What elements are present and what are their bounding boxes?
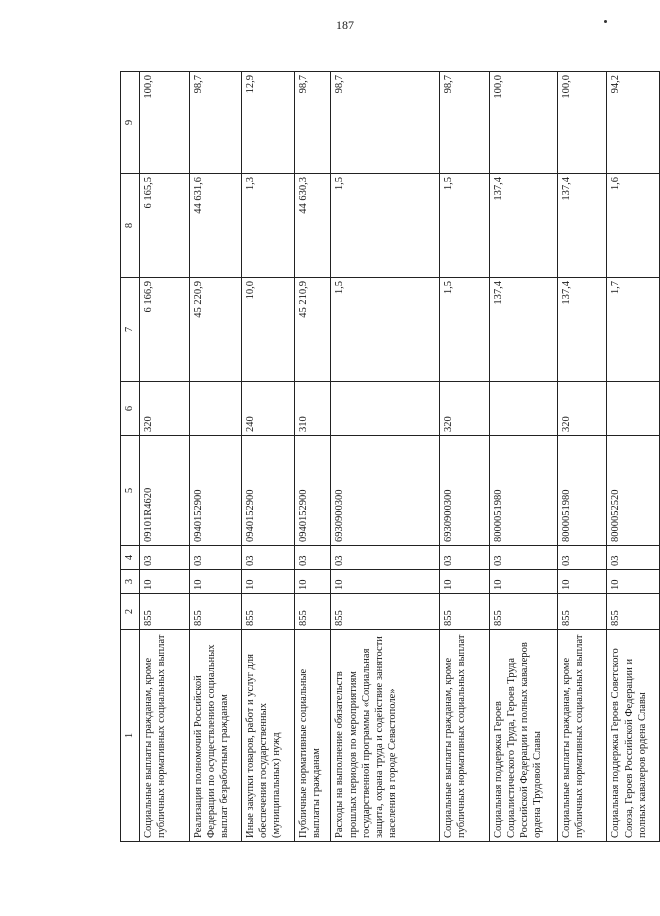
cell-value-8: 1,5 (440, 174, 490, 278)
cell-ministry: 855 (489, 594, 557, 630)
cell-value-9: 100,0 (140, 72, 190, 174)
row-name: Расходы на выполнение обязательств прошлых периодов по мероприятиям государственной программы «Социальная защита, охрана труда и содействие занятости населения в городе Севастополе» (331, 630, 440, 842)
cell-target-code: 0940152900 (242, 436, 294, 546)
header-cell: 8 (121, 174, 140, 278)
cell-subsection: 03 (331, 546, 440, 570)
cell-expense-type: 320 (140, 382, 190, 436)
cell-subsection: 03 (489, 546, 557, 570)
cell-target-code: 6930900300 (440, 436, 490, 546)
cell-value-9: 98,7 (331, 72, 440, 174)
cell-value-7: 137,4 (557, 278, 607, 382)
header-cell: 3 (121, 570, 140, 594)
row-name: Социальные выплаты гражданам, кроме публичных нормативных социальных выплат (140, 630, 190, 842)
cell-expense-type (489, 382, 557, 436)
header-cell: 7 (121, 278, 140, 382)
row-name: Социальная поддержка Героев Советского Союза, Героев Российской Федерации и полных кавалеров ордена Славы (607, 630, 660, 842)
page-number: 187 (336, 18, 354, 32)
cell-section: 10 (242, 570, 294, 594)
header-cell: 9 (121, 72, 140, 174)
cell-ministry: 855 (331, 594, 440, 630)
cell-subsection: 03 (189, 546, 241, 570)
budget-table (120, 71, 660, 842)
cell-value-8: 1,3 (242, 174, 294, 278)
cell-value-9: 100,0 (489, 72, 557, 174)
cell-target-code: 09101R4620 (140, 436, 190, 546)
cell-subsection: 03 (557, 546, 607, 570)
table-row (189, 72, 241, 842)
cell-value-7: 1,5 (331, 278, 440, 382)
cell-value-7: 10,0 (242, 278, 294, 382)
row-name: Иные закупки товаров, работ и услуг для обеспечения государственных (муниципальных) нужд (242, 630, 294, 842)
header-cell: 2 (121, 594, 140, 630)
cell-value-9: 98,7 (440, 72, 490, 174)
cell-value-8: 6 165,5 (140, 174, 190, 278)
cell-section: 10 (607, 570, 660, 594)
cell-value-8: 1,6 (607, 174, 660, 278)
cell-value-8: 44 631,6 (189, 174, 241, 278)
cell-value-8: 137,4 (557, 174, 607, 278)
cell-value-8: 137,4 (489, 174, 557, 278)
table-row (294, 72, 331, 842)
cell-section: 10 (140, 570, 190, 594)
cell-ministry: 855 (140, 594, 190, 630)
row-name: Социальная поддержка Героев Социалистического Труда, Героев Труда Российской Федерации и полных кавалеров ордена Трудовой Славы (489, 630, 557, 842)
cell-ministry: 855 (294, 594, 331, 630)
cell-expense-type: 320 (440, 382, 490, 436)
cell-expense-type: 320 (557, 382, 607, 436)
cell-value-7: 45 210,9 (294, 278, 331, 382)
row-name: Социальные выплаты гражданам, кроме публичных нормативных социальных выплат (440, 630, 490, 842)
cell-section: 10 (189, 570, 241, 594)
cell-subsection: 03 (140, 546, 190, 570)
cell-section: 10 (294, 570, 331, 594)
cell-section: 10 (331, 570, 440, 594)
table-row (242, 72, 294, 842)
cell-expense-type: 240 (242, 382, 294, 436)
cell-section: 10 (489, 570, 557, 594)
cell-value-7: 1,7 (607, 278, 660, 382)
cell-section: 10 (557, 570, 607, 594)
cell-ministry: 855 (440, 594, 490, 630)
cell-target-code: 0940152900 (294, 436, 331, 546)
cell-subsection: 03 (440, 546, 490, 570)
cell-value-9: 98,7 (189, 72, 241, 174)
header-cell: 4 (121, 546, 140, 570)
cell-ministry: 855 (607, 594, 660, 630)
row-name: Публичные нормативные социальные выплаты гражданам (294, 630, 331, 842)
header-cell: 6 (121, 382, 140, 436)
table-row (607, 72, 660, 842)
cell-value-9: 94,2 (607, 72, 660, 174)
cell-target-code: 0940152900 (189, 436, 241, 546)
cell-target-code: 8000051980 (557, 436, 607, 546)
rotated-table-inner (120, 72, 660, 842)
cell-value-9: 98,7 (294, 72, 331, 174)
cell-section: 10 (440, 570, 490, 594)
cell-expense-type (189, 382, 241, 436)
cell-value-7: 1,5 (440, 278, 490, 382)
cell-value-9: 12,9 (242, 72, 294, 174)
header-cell: 5 (121, 436, 140, 546)
cell-value-7: 45 220,9 (189, 278, 241, 382)
cell-subsection: 03 (242, 546, 294, 570)
table-header-row (121, 72, 140, 842)
cell-ministry: 855 (189, 594, 241, 630)
header-cell: 1 (121, 630, 140, 842)
cell-subsection: 03 (294, 546, 331, 570)
table-row (557, 72, 607, 842)
rotated-table-container (120, 72, 660, 842)
table-row (331, 72, 440, 842)
cell-expense-type (331, 382, 440, 436)
cell-ministry: 855 (242, 594, 294, 630)
row-name: Социальные выплаты гражданам, кроме публичных нормативных социальных выплат (557, 630, 607, 842)
cell-expense-type (607, 382, 660, 436)
cell-value-7: 137,4 (489, 278, 557, 382)
cell-subsection: 03 (607, 546, 660, 570)
cell-target-code: 6930900300 (331, 436, 440, 546)
row-name: Реализация полномочий Российской Федерации по осуществлению социальных выплат безработным гражданам (189, 630, 241, 842)
table-row (440, 72, 490, 842)
cell-value-9: 100,0 (557, 72, 607, 174)
cell-value-8: 1,5 (331, 174, 440, 278)
page-dot-mark (604, 20, 607, 23)
table-row (140, 72, 190, 842)
cell-ministry: 855 (557, 594, 607, 630)
table-row (489, 72, 557, 842)
cell-target-code: 8000052520 (607, 436, 660, 546)
cell-target-code: 8000051980 (489, 436, 557, 546)
cell-value-7: 6 166,9 (140, 278, 190, 382)
cell-value-8: 44 630,3 (294, 174, 331, 278)
cell-expense-type: 310 (294, 382, 331, 436)
